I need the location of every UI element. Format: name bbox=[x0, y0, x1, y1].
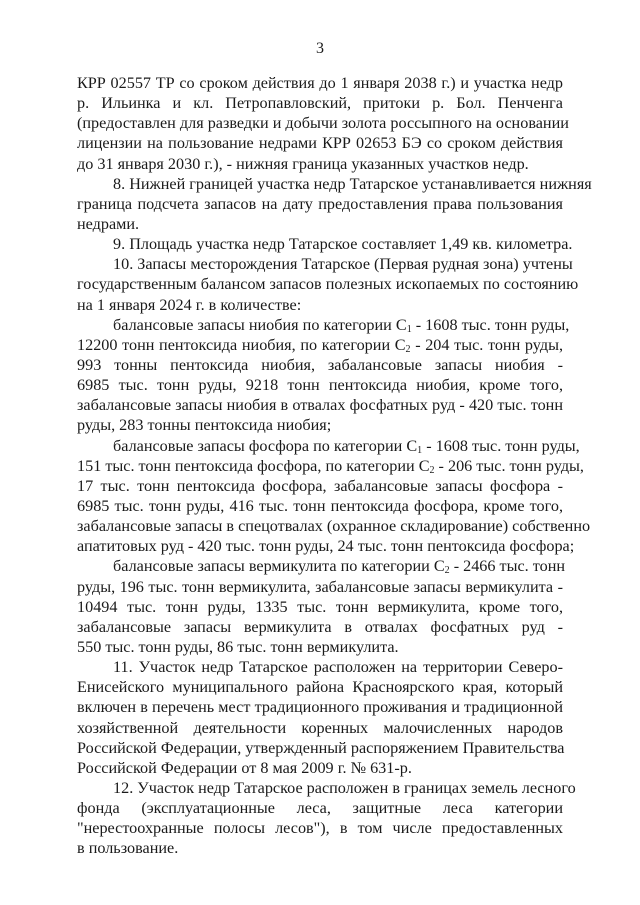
text-run: 17 тыс. тонн пентоксида фосфора, забалансовые запасы фосфора - bbox=[77, 476, 563, 495]
text-run: руды, 196 тыс. тонн вермикулита, забалансовые запасы вермикулита - bbox=[77, 577, 563, 596]
text-line bbox=[77, 375, 563, 395]
text-run: 550 тыс. тонн руды, 86 тыс. тонн вермикулита. bbox=[77, 637, 399, 656]
text-line bbox=[77, 73, 563, 93]
text-line bbox=[77, 335, 563, 355]
text-run: КРР 02557 ТР со сроком действия до 1 января 2038 г.) и участка недр bbox=[77, 74, 563, 92]
text-line bbox=[77, 818, 563, 838]
text-run: апатитовых руд - 420 тыс. тонн руды, 24 тыс. тонн пентоксида фосфора; bbox=[77, 537, 575, 556]
paragraph-11 bbox=[77, 657, 563, 778]
text-run: на 1 января 2024 г. в количестве: bbox=[77, 295, 302, 314]
text-line bbox=[77, 476, 563, 496]
text-line bbox=[77, 113, 569, 133]
text-run: "нерестоохранные полосы лесов"), в том числе предоставленных bbox=[77, 819, 563, 838]
text-line bbox=[77, 315, 570, 335]
text-run: до 31 января 2030 г.), - нижняя граница указанных участков недр. bbox=[77, 154, 529, 173]
paragraph-9 bbox=[77, 234, 573, 254]
text-line bbox=[77, 456, 584, 476]
text-run: Российской Федерации, утвержденный распоряжением Правительства bbox=[77, 738, 565, 757]
text-line bbox=[77, 254, 573, 274]
text-run: забалансовые запасы ниобия в отвалах фосфатных руд - 420 тыс. тонн bbox=[77, 396, 563, 415]
text-line bbox=[77, 194, 563, 214]
category-subscript: 2 bbox=[405, 343, 411, 355]
text-line bbox=[77, 718, 563, 738]
document-body bbox=[77, 73, 592, 858]
category-subscript: 1 bbox=[417, 444, 423, 456]
text-run: 6985 тыс. тонн руды, 416 тыс. тонн пентоксида фосфора, кроме того, bbox=[77, 496, 563, 515]
text-run: включен в перечень мест традиционного проживания и традиционной bbox=[77, 698, 563, 717]
paragraph-10 bbox=[77, 254, 579, 314]
text-run: 10. Запасы месторождения Татарское (Первая рудная зона) учтены bbox=[113, 255, 573, 274]
text-run: - 1608 тыс. тонн руды, bbox=[422, 436, 580, 455]
text-line bbox=[77, 496, 563, 516]
text-line bbox=[77, 778, 576, 798]
text-run: руды, 283 тонны пентоксида ниобия; bbox=[77, 416, 332, 435]
text-line bbox=[77, 556, 566, 577]
text-run: Российской Федерации от 8 мая 2009 г. № 631-р. bbox=[77, 758, 412, 777]
text-line bbox=[77, 657, 563, 677]
text-line bbox=[77, 415, 563, 435]
text-line bbox=[77, 677, 563, 697]
text-line bbox=[77, 738, 563, 758]
paragraph-8 bbox=[77, 174, 592, 234]
text-line bbox=[77, 234, 573, 254]
text-line bbox=[77, 536, 575, 556]
text-run: - 2466 тыс. тонн bbox=[449, 557, 566, 576]
text-run: 993 тонны пентоксида ниобия, забалансовые запасы ниобия - bbox=[77, 355, 563, 374]
text-line bbox=[77, 758, 563, 778]
text-run: лицензии на пользование недрами КРР 02653 БЭ со сроком действия bbox=[77, 134, 563, 153]
page-number: 3 bbox=[316, 40, 324, 57]
text-run: - 1608 тыс. тонн руды, bbox=[411, 315, 570, 334]
paragraph-phosphorus bbox=[77, 436, 591, 557]
paragraph-vermiculite bbox=[77, 556, 566, 657]
text-run: Енисейского муниципального района Красноярского края, который bbox=[77, 678, 563, 697]
text-line bbox=[77, 697, 563, 717]
text-line bbox=[77, 93, 563, 113]
text-run: - 206 тыс. тонн руды, bbox=[434, 456, 584, 475]
text-run: недрами. bbox=[77, 214, 140, 233]
text-run: фонда (эксплуатационные леса, защитные леса категории bbox=[77, 799, 563, 818]
text-line bbox=[77, 577, 563, 597]
text-line bbox=[77, 617, 563, 637]
category-subscript: 1 bbox=[406, 323, 412, 335]
text-run: р. Ильинка и кл. Петропавловский, притоки р. Бол. Пенченга bbox=[77, 94, 563, 113]
text-run: государственным балансом запасов полезных ископаемых по состоянию bbox=[77, 275, 579, 294]
text-run: 9. Площадь участка недр Татарское составляет 1,49 кв. километра. bbox=[113, 235, 573, 254]
text-run: - 204 тыс. тонн руды, bbox=[410, 335, 563, 354]
text-line bbox=[77, 395, 563, 415]
text-line bbox=[77, 214, 563, 234]
paragraph-12 bbox=[77, 778, 576, 859]
text-run: 151 тыс. тонн пентоксида фосфора, по категории C bbox=[77, 456, 430, 475]
text-line bbox=[77, 838, 563, 858]
text-line bbox=[77, 274, 579, 294]
paragraph-niobium bbox=[77, 315, 570, 436]
text-run: 8. Нижней границей участка недр Татарское устанавливается нижняя bbox=[113, 174, 592, 193]
text-run: в пользование. bbox=[77, 839, 179, 858]
text-run: балансовые запасы вермикулита по категории C bbox=[113, 557, 445, 576]
text-line bbox=[77, 436, 580, 456]
text-line bbox=[77, 295, 563, 315]
text-line bbox=[77, 516, 591, 536]
text-run: хозяйственной деятельности коренных малочисленных народов bbox=[77, 718, 563, 737]
text-run: 12200 тонн пентоксида ниобия, по категории C bbox=[77, 335, 406, 354]
text-run: 10494 тыс. тонн руды, 1335 тыс. тонн вермикулита, кроме того, bbox=[77, 597, 563, 616]
category-subscript: 2 bbox=[444, 565, 450, 577]
text-line bbox=[77, 355, 563, 375]
text-run: забалансовые запасы в спецотвалах (охранное складирование) собственно bbox=[77, 517, 591, 536]
text-run: граница подсчета запасов на дату предоставления права пользования bbox=[77, 194, 563, 213]
text-run: 12. Участок недр Татарское расположен в границах земель лесного bbox=[113, 778, 576, 797]
text-line bbox=[77, 798, 563, 818]
category-subscript: 2 bbox=[429, 464, 435, 476]
text-run: балансовые запасы фосфора по категории C bbox=[113, 436, 418, 455]
paragraph-continuation bbox=[77, 73, 569, 174]
text-line bbox=[77, 637, 563, 657]
text-run: (предоставлен для разведки и добычи золота россыпного на основании bbox=[77, 114, 569, 133]
text-line bbox=[77, 597, 563, 617]
text-line bbox=[77, 154, 563, 174]
text-line bbox=[77, 133, 563, 153]
text-run: балансовые запасы ниобия по категории C bbox=[113, 315, 407, 334]
text-line bbox=[77, 174, 592, 194]
text-run: забалансовые запасы вермикулита в отвалах фосфатных руд - bbox=[77, 617, 563, 636]
text-run: 6985 тыс. тонн руды, 9218 тонн пентоксида ниобия, кроме того, bbox=[77, 376, 563, 395]
text-run: 11. Участок недр Татарское расположен на территории Северо- bbox=[113, 658, 563, 677]
